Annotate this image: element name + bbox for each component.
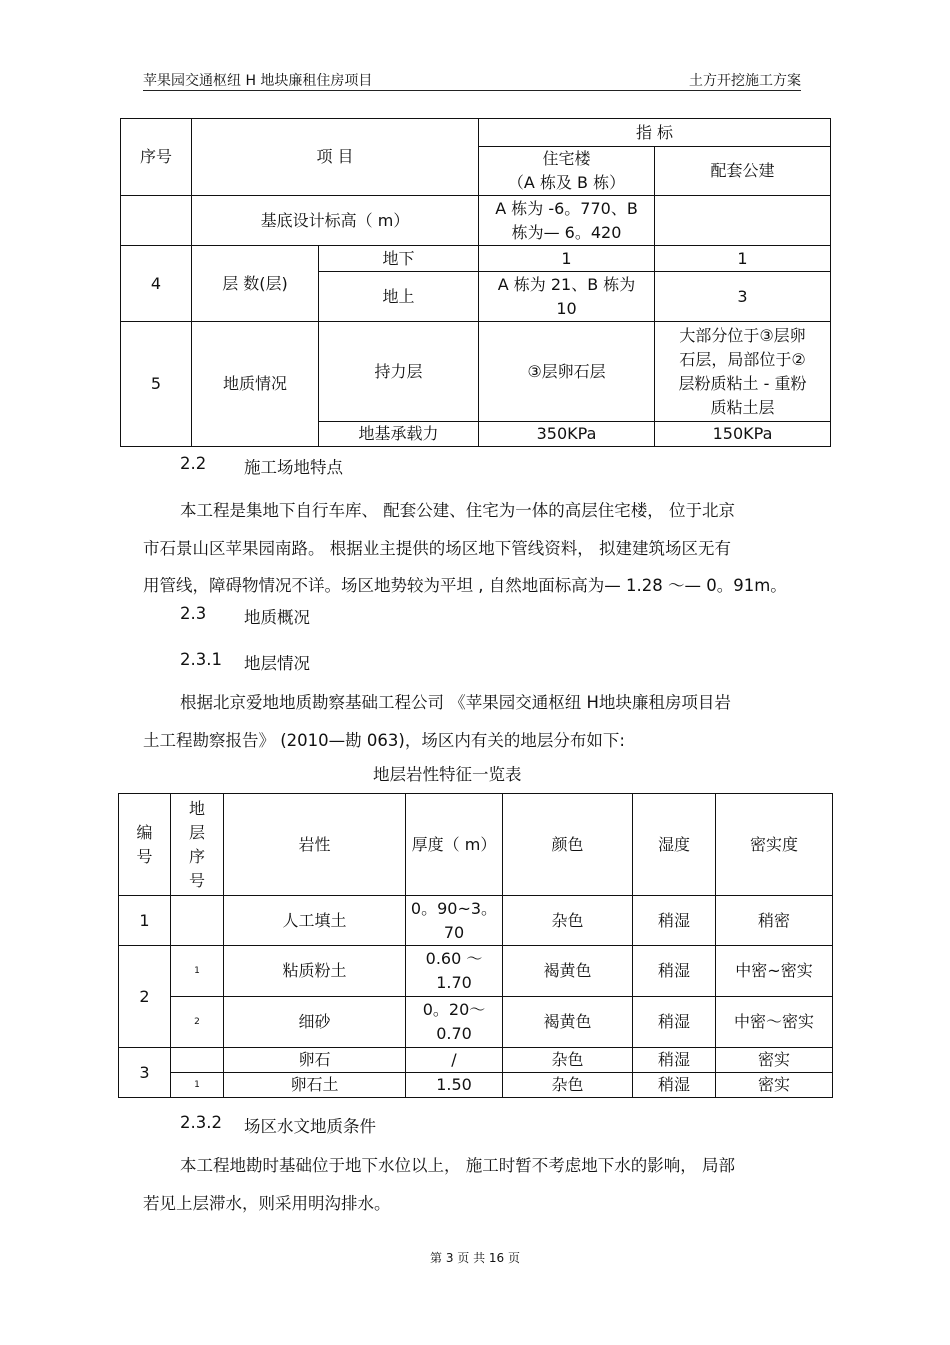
table-cell: 中密~密实 (716, 946, 833, 997)
table-cell: 人工填土 (224, 896, 406, 946)
header-doc-title: 土方开挖施工方案 (689, 73, 801, 89)
table-cell: 0。20～ 0.70 (406, 997, 503, 1048)
table-row (119, 946, 833, 997)
table-cell (121, 196, 192, 246)
table-cell (171, 896, 224, 946)
table-cell: / (406, 1048, 503, 1073)
paragraph-line: 若见上层滞水，则采用明沟排水。 (143, 1194, 391, 1213)
header-cell-lithology: 岩性 (224, 794, 406, 896)
table-cell: 稍密 (716, 896, 833, 946)
section-title: 地质概况 (244, 608, 310, 627)
paragraph-line: 根据北京爱地地质勘察基础工程公司 《苹果园交通枢纽 H地块廉租房项目岩 (180, 693, 731, 712)
paragraph-line: 市石景山区苹果园南路。 根据业主提供的场区地下管线资料， 拟建建筑场区无有 (143, 539, 731, 558)
table-cell: 稍湿 (633, 1048, 716, 1073)
table-cell: 褐黄色 (503, 946, 633, 997)
header-cell-thickness: 厚度（ m） (406, 794, 503, 896)
header-cell-humidity: 湿度 (633, 794, 716, 896)
page-number: 第 3 页 共 16 页 (430, 1251, 520, 1265)
header-cell-density: 密实度 (716, 794, 833, 896)
table-cell: 0。90~3。 70 (406, 896, 503, 946)
table-cell (171, 1048, 224, 1073)
table-cell: 350KPa (479, 422, 655, 447)
paragraph-line: 用管线，障碍物情况不详。场区地势较为平坦 , 自然地面标高为— 1.28 ～— 0。91m。 (143, 576, 787, 595)
header-cell-color: 颜色 (503, 794, 633, 896)
row-label-floors: 层 数(层) (192, 246, 319, 322)
table-cell: 稍湿 (633, 1073, 716, 1098)
header-cell-stratum-seq: 地 层 序 号 (171, 794, 224, 896)
strata-table (118, 793, 833, 1098)
table-cell: 细砂 (224, 997, 406, 1048)
table-cell: 褐黄色 (503, 997, 633, 1048)
table-cell: 杂色 (503, 1073, 633, 1098)
table-cell: 地下 (319, 246, 479, 272)
paragraph-line: 本工程是集地下自行车库、 配套公建、住宅为一体的高层住宅楼， 位于北京 (180, 501, 735, 520)
section-title: 施工场地特点 (244, 458, 343, 477)
table-cell: 0.60 ～ 1.70 (406, 946, 503, 997)
table-cell: 3 (119, 1048, 171, 1098)
table-cell: 杂色 (503, 896, 633, 946)
section-title: 场区水文地质条件 (244, 1117, 376, 1136)
table-cell: 杂色 (503, 1048, 633, 1073)
table-cell: 粘质粉土 (224, 946, 406, 997)
page-header (143, 66, 801, 91)
table-cell: 稍湿 (633, 896, 716, 946)
section-number: 2.3.2 (180, 1113, 222, 1132)
section-title: 地层情况 (244, 654, 310, 673)
header-cell-item: 项 目 (192, 119, 479, 196)
table-cell: 地上 (319, 272, 479, 322)
table-cell: 卵石土 (224, 1073, 406, 1098)
table-cell: 1.50 (406, 1073, 503, 1098)
row-no: 4 (121, 246, 192, 322)
table-cell: 1 (479, 246, 655, 272)
header-cell-no: 编 号 (119, 794, 171, 896)
table-title: 地层岩性特征一览表 (373, 765, 522, 784)
table-cell: 地基承载力 (319, 422, 479, 447)
table-cell: 2 (171, 997, 224, 1048)
header-cell-residential: 住宅楼 （A 栋及 B 栋） (479, 147, 655, 196)
table-cell: 2 (119, 946, 171, 1048)
section-number: 2.3.1 (180, 650, 222, 669)
header-cell-index: 指 标 (479, 119, 831, 147)
table-cell: A 栋为 -6。770、B 栋为— 6。420 (479, 196, 655, 246)
table-row (119, 997, 833, 1048)
section-number: 2.2 (180, 454, 207, 473)
design-parameters-table (120, 118, 831, 447)
table-cell: 持力层 (319, 322, 479, 422)
table-cell: 密实 (716, 1048, 833, 1073)
table-cell: 稍湿 (633, 946, 716, 997)
row-label-geology: 地质情况 (192, 322, 319, 447)
header-cell-no: 序号 (121, 119, 192, 196)
table-row (119, 1073, 833, 1098)
table-cell: 中密～密实 (716, 997, 833, 1048)
table-cell: 大部分位于③层卵 石层，局部位于② 层粉质粘土 - 重粉 质粘土层 (655, 322, 831, 422)
table-cell: A 栋为 21、B 栋为 10 (479, 272, 655, 322)
row-label-base-elevation: 基底设计标高（ m） (192, 196, 479, 246)
table-cell: 1 (119, 896, 171, 946)
table-cell: 1 (171, 946, 224, 997)
paragraph-line: 土工程勘察报告》 (2010—勘 063)，场区内有关的地层分布如下: (143, 731, 625, 750)
table-cell: ③层卵石层 (479, 322, 655, 422)
header-project-title: 苹果园交通枢纽 H 地块廉租住房项目 (143, 73, 373, 89)
table-cell: 1 (655, 246, 831, 272)
table-row (119, 1048, 833, 1073)
row-no: 5 (121, 322, 192, 447)
header-cell-public: 配套公建 (655, 147, 831, 196)
table-cell: 150KPa (655, 422, 831, 447)
table-cell: 卵石 (224, 1048, 406, 1073)
table-row (119, 896, 833, 946)
table-cell: 1 (171, 1073, 224, 1098)
table-cell (655, 196, 831, 246)
table-cell: 稍湿 (633, 997, 716, 1048)
paragraph-line: 本工程地勘时基础位于地下水位以上， 施工时暂不考虑地下水的影响， 局部 (180, 1156, 735, 1175)
table-cell: 3 (655, 272, 831, 322)
section-number: 2.3 (180, 604, 207, 623)
table-cell: 密实 (716, 1073, 833, 1098)
